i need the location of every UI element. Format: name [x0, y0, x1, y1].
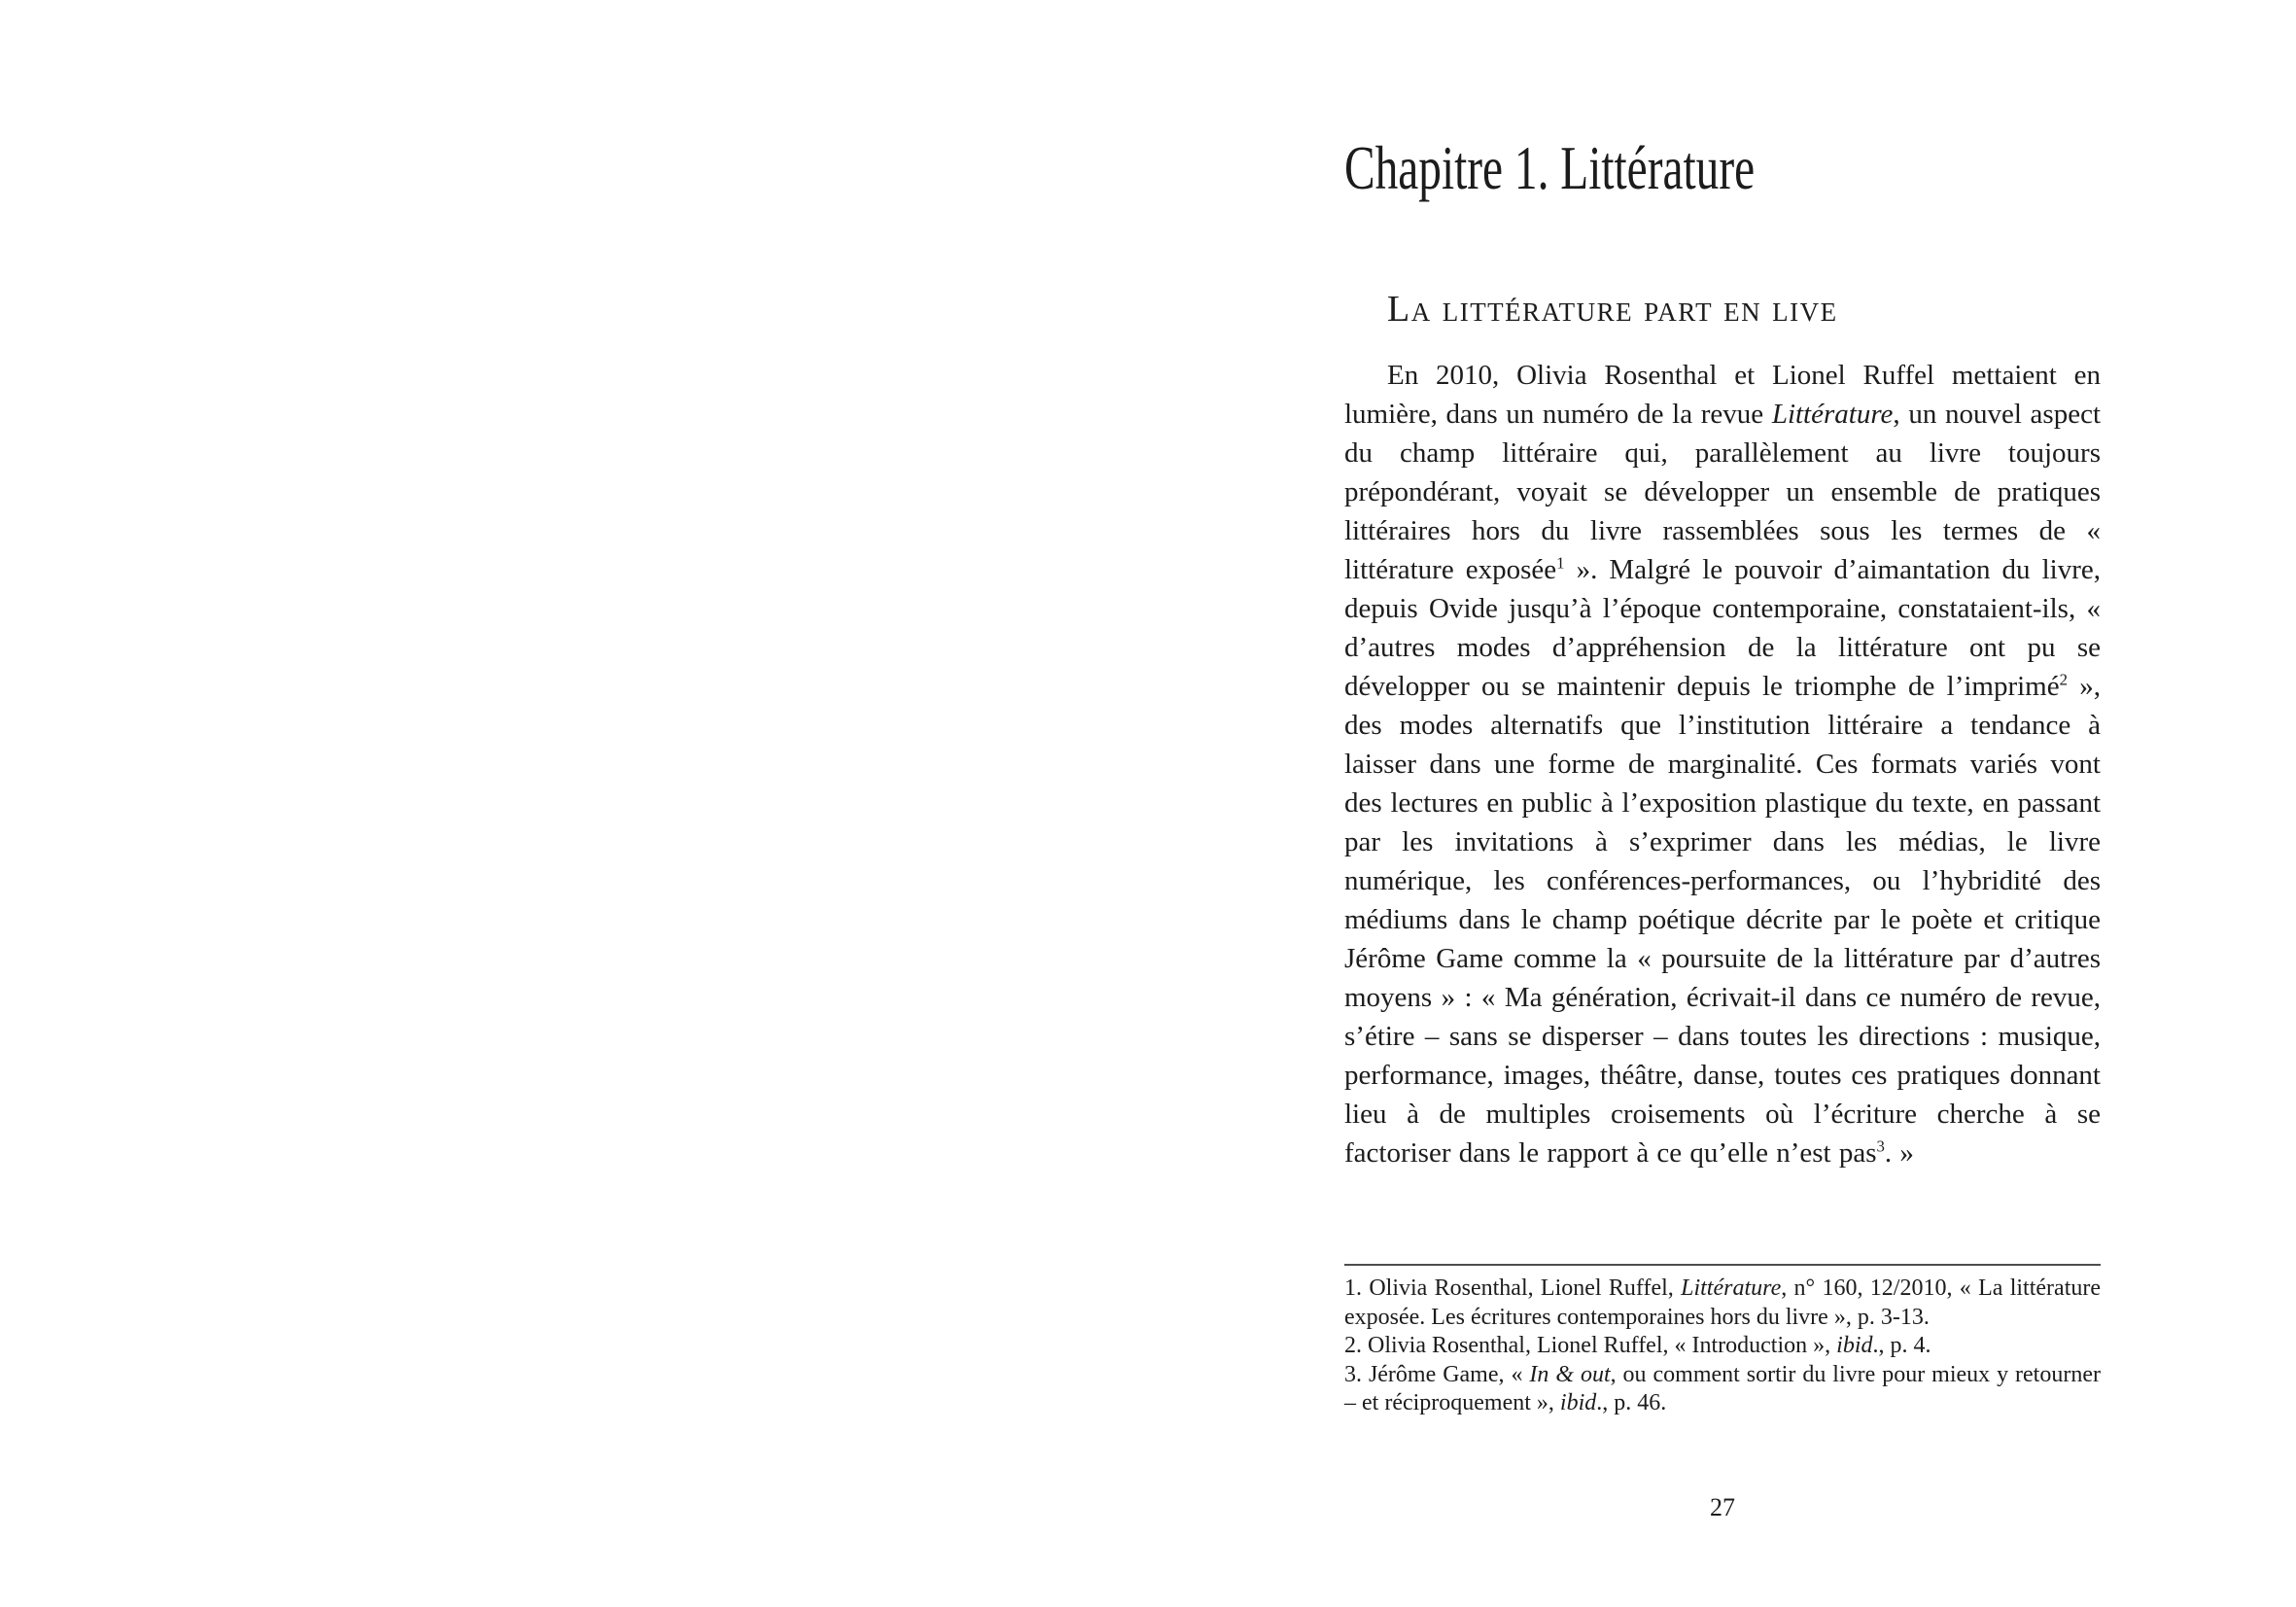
body-paragraph: En 2010, Olivia Rosenthal et Lionel Ruffel mettaient en lumière, dans un numéro de la revue Littérature, un nouvel aspect du champ littéraire qui, parallèlement au livre toujours prépondérant, voyait se développer un ensemble de pratiques littéraires hors du livre rassemblées sous les termes de « littérature exposée$^1$ ». Malgré le pouvoir d’aimantation du livre, depuis Ovide jusqu’à l’époque contemporaine, constataient-ils, « d’autres modes d’appréhension de la littérature ont pu se développer ou se maintenir depuis le triomphe de l’imprimé$^2$ », des modes alternatifs que l’institution littéraire a tendance à laisser dans une forme de marginalité. Ces formats variés vont des lectures en public à l’exposition plastique du texte, en passant par les invitations à s’exprimer dans les médias, le livre numérique, les conférences-performances, ou l’hybridité des médiums dans le champ poétique décrite par le poète et critique Jérôme Game comme la « poursuite de la littérature par d’autres moyens » : « Ma génération, écrivait-il dans ce numéro de revue, s’étire – sans se disperser – dans toutes les directions : musique, performance, images, théâtre, danse, toutes ces pratiques donnant lieu à de multiples croisements où l’écriture cherche à se factoriser dans le rapport à ce qu’elle n’est pas$^3$. » — [1344, 360, 2102, 1169]
footnote-3: 3. Jérôme Game, « In & out, ou comment sortir du livre pour mieux y retourner – et réciproquement », ibid., p. 46. — [1344, 1361, 2101, 1415]
footnote-1: 1. Olivia Rosenthal, Lionel Ruffel, Littérature, n° 160, 12/2010, « La littérature exposée. Les écritures contemporaines hors du livre », p. 3-13. — [1344, 1275, 2102, 1330]
recto-page — [1344, 0, 2101, 1607]
chapter-title-text: Chapitre 1. Littérature — [1344, 133, 1756, 202]
page-number: 27 — [1710, 1493, 1735, 1521]
footnote-2: 2. Olivia Rosenthal, Lionel Ruffel, « Introduction », ibid., p. 4. — [1344, 1333, 1931, 1358]
section-heading: La littérature part en live — [1387, 289, 1838, 330]
chapter-title — [1344, 133, 1898, 202]
footnote-block — [1344, 1264, 2101, 1418]
